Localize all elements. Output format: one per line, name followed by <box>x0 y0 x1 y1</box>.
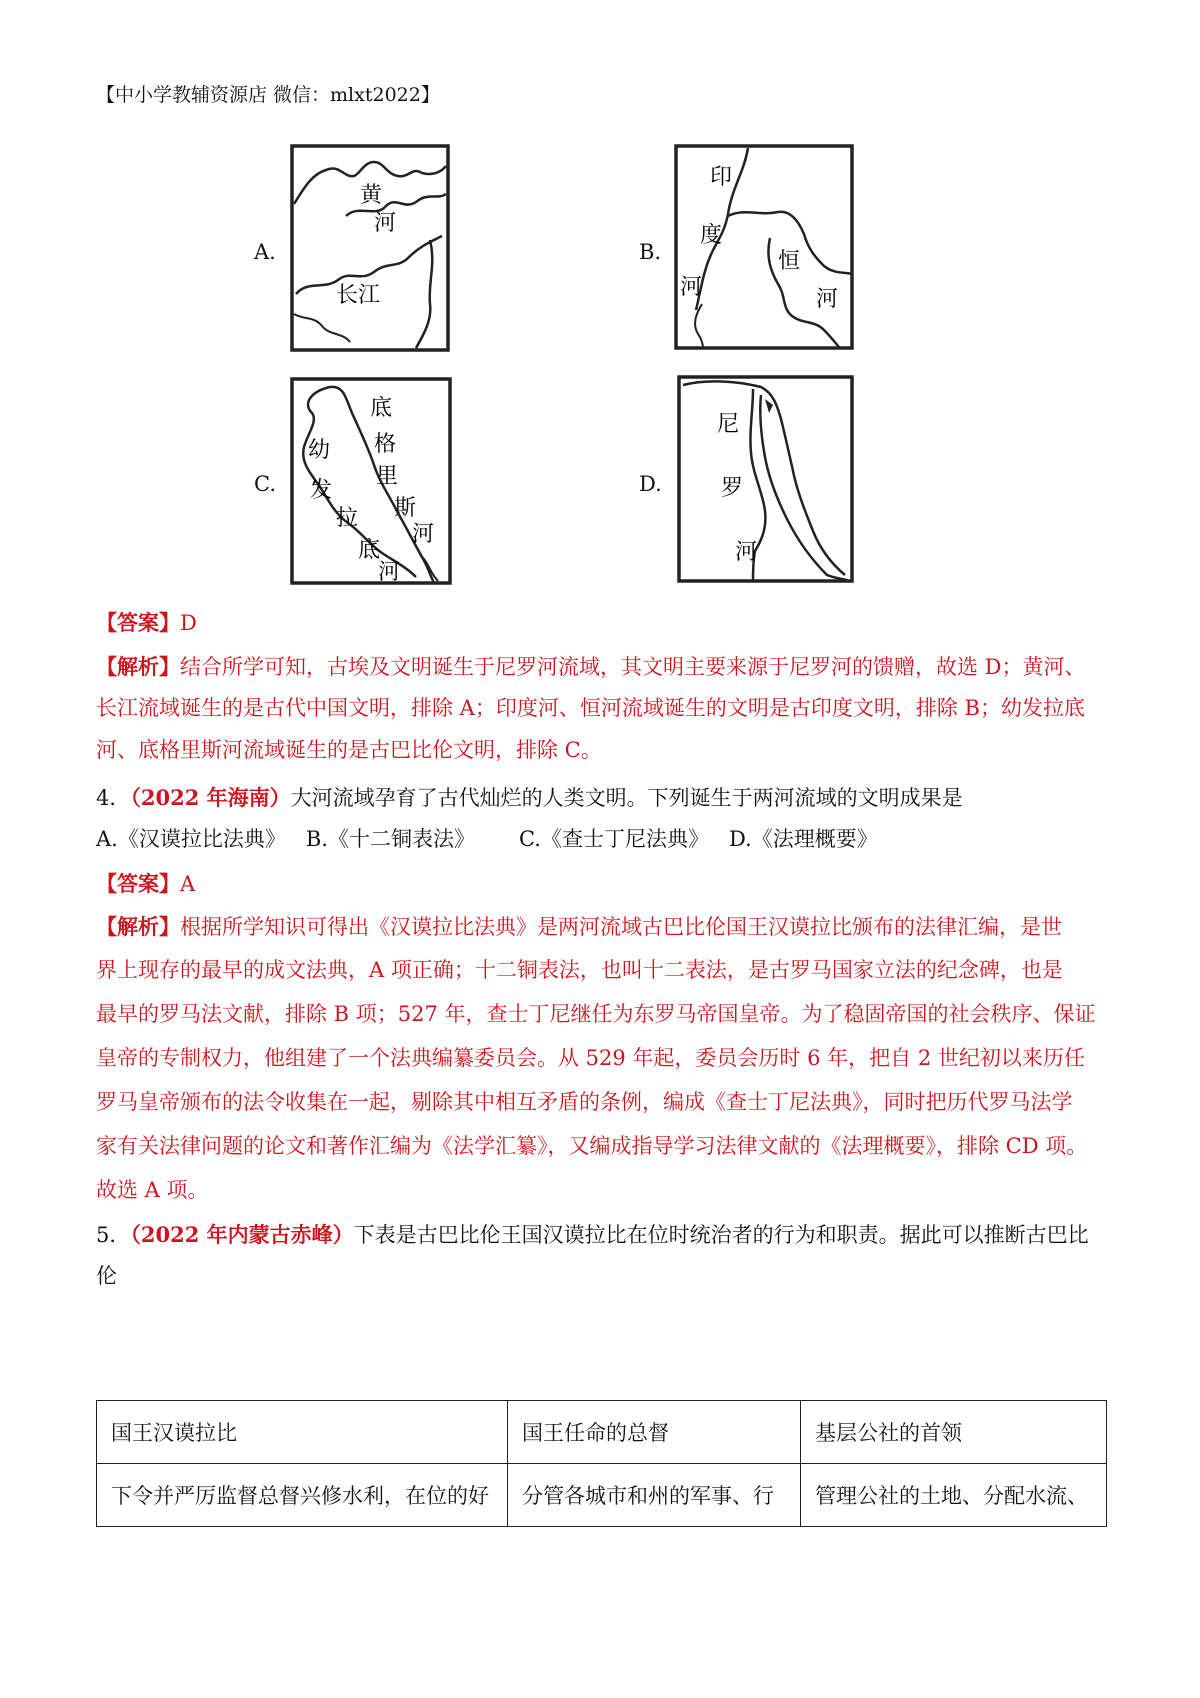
map-d-char: 河 <box>735 540 758 565</box>
map-c-char: 里 <box>376 464 399 489</box>
table-cell: 管理公社的土地、分配水流、 <box>801 1464 1107 1527</box>
q3-answer <box>96 612 197 634</box>
option-c: C.《查士丁尼法典》 <box>518 827 709 851</box>
map-c-char: 格 <box>374 432 397 457</box>
map-c-char: 拉 <box>336 506 359 531</box>
answer-tag: 【答案】 <box>96 610 180 635</box>
q4-analysis-line: 【解析】根据所学知识可得出《汉谟拉比法典》是两河流域古巴比伦国王汉谟拉比颁布的法律汇编，是世 <box>96 914 1062 939</box>
q3-analysis-line: 长江流域诞生的是古代中国文明，排除 A；印度河、恒河流域诞生的文明是古印度文明，排除 B；幼发拉底 <box>96 696 1085 720</box>
map-a-char: 河 <box>374 211 397 236</box>
map-c-char: 斯 <box>394 496 417 521</box>
q4-analysis-line: 皇帝的专制权力，他组建了一个法典编纂委员会。从 529 年起，委员会历时 6 年，把自 2 世纪初以来历任 <box>96 1046 1085 1070</box>
map-c-char: 发 <box>310 478 333 503</box>
option-a-label: A. <box>254 240 276 264</box>
analysis-tag: 【解析】 <box>96 914 180 939</box>
q3-analysis-line: 【解析】结合所学可知，古埃及文明诞生于尼罗河流域，其文明主要来源于尼罗河的馈赠，故选 D；黄河、 <box>96 654 1086 679</box>
question-number: 4． <box>96 786 131 810</box>
table-header-cell: 国王汉谟拉比 <box>97 1401 508 1464</box>
table-cell: 下令并严厉监督总督兴修水利，在位的好 <box>97 1464 508 1527</box>
analysis-tag: 【解析】 <box>96 654 180 679</box>
map-c-char: 底 <box>358 538 381 563</box>
option-d: D.《法理概要》 <box>728 827 878 851</box>
map-c-char: 幼 <box>308 438 331 463</box>
q4-analysis-line: 罗马皇帝颁布的法令收集在一起，剔除其中相互矛盾的条例，编成《查士丁尼法典》，同时把历代罗马法学 <box>96 1090 1073 1114</box>
map-d-nile <box>677 375 854 583</box>
table-row <box>97 1464 1107 1527</box>
table-header-cell: 基层公社的首领 <box>801 1401 1107 1464</box>
option-d-label: D. <box>639 472 662 496</box>
map-b-char: 恒 <box>778 249 801 274</box>
q5-table <box>96 1400 1107 1527</box>
q4-analysis-line: 家有关法律问题的论文和著作汇编为《法学汇纂》，又编成指导学习法律文献的《法理概要》，排除 CD 项。 <box>96 1134 1088 1158</box>
map-c-char: 河 <box>412 522 435 547</box>
answer-value: A <box>180 872 196 896</box>
q4-stem <box>96 787 963 809</box>
question-source: （2022 年海南） <box>130 785 291 810</box>
question-source: （2022 年内蒙古赤峰） <box>130 1222 354 1247</box>
table-row <box>97 1401 1107 1464</box>
answer-tag: 【答案】 <box>96 871 180 896</box>
question-text: 大河流域孕育了古代灿烂的人类文明。下列诞生于两河流域的文明成果是 <box>290 786 963 810</box>
option-b: B.《十二铜表法》 <box>305 827 475 851</box>
map-a-yellow-yangtze <box>290 144 450 352</box>
option-b-label: B. <box>639 240 662 264</box>
q5-stem <box>96 1224 1089 1246</box>
map-b-char: 河 <box>816 287 839 312</box>
map-a-char: 长江 <box>336 283 381 308</box>
header-watermark: 【中小学教辅资源店 微信：mlxt2022】 <box>96 84 440 106</box>
answer-value: D <box>180 611 197 635</box>
map-b-char: 度 <box>700 223 723 248</box>
q4-answer <box>96 873 195 895</box>
table-header-cell: 国王任命的总督 <box>508 1401 801 1464</box>
map-c-tigris-euphrates <box>290 377 452 585</box>
q3-analysis-line: 河、底格里斯河流域诞生的是古巴比伦文明，排除 C。 <box>96 738 602 762</box>
map-c-char: 底 <box>370 396 393 421</box>
q5-stem-cont: 伦 <box>96 1264 117 1288</box>
q4-analysis-line: 故选 A 项。 <box>96 1178 209 1202</box>
map-b-char: 河 <box>680 275 703 300</box>
map-d-char: 尼 <box>717 412 740 437</box>
question-number: 5． <box>96 1223 131 1247</box>
q4-analysis-line: 最早的罗马法文献，排除 B 项；527 年，查士丁尼继任为东罗马帝国皇帝。为了稳固帝国的社会秩序、保证 <box>96 1002 1096 1026</box>
q4-analysis-line: 界上现存的最早的成文法典，A 项正确；十二铜表法，也叫十二表法，是古罗马国家立法的纪念碑，也是 <box>96 958 1063 982</box>
q4-options <box>96 829 878 850</box>
map-b-indus-ganges <box>674 144 854 350</box>
option-a: A.《汉谟拉比法典》 <box>96 827 286 851</box>
table-cell: 分管各城市和州的军事、行 <box>508 1464 801 1527</box>
map-b-char: 印 <box>710 165 733 190</box>
question-text: 下表是古巴比伦王国汉谟拉比在位时统治者的行为和职责。据此可以推断古巴比 <box>353 1223 1089 1247</box>
map-d-char: 罗 <box>721 476 744 501</box>
map-c-char: 河 <box>378 560 401 585</box>
option-c-label: C. <box>254 472 276 496</box>
map-a-char: 黄 <box>360 183 383 208</box>
